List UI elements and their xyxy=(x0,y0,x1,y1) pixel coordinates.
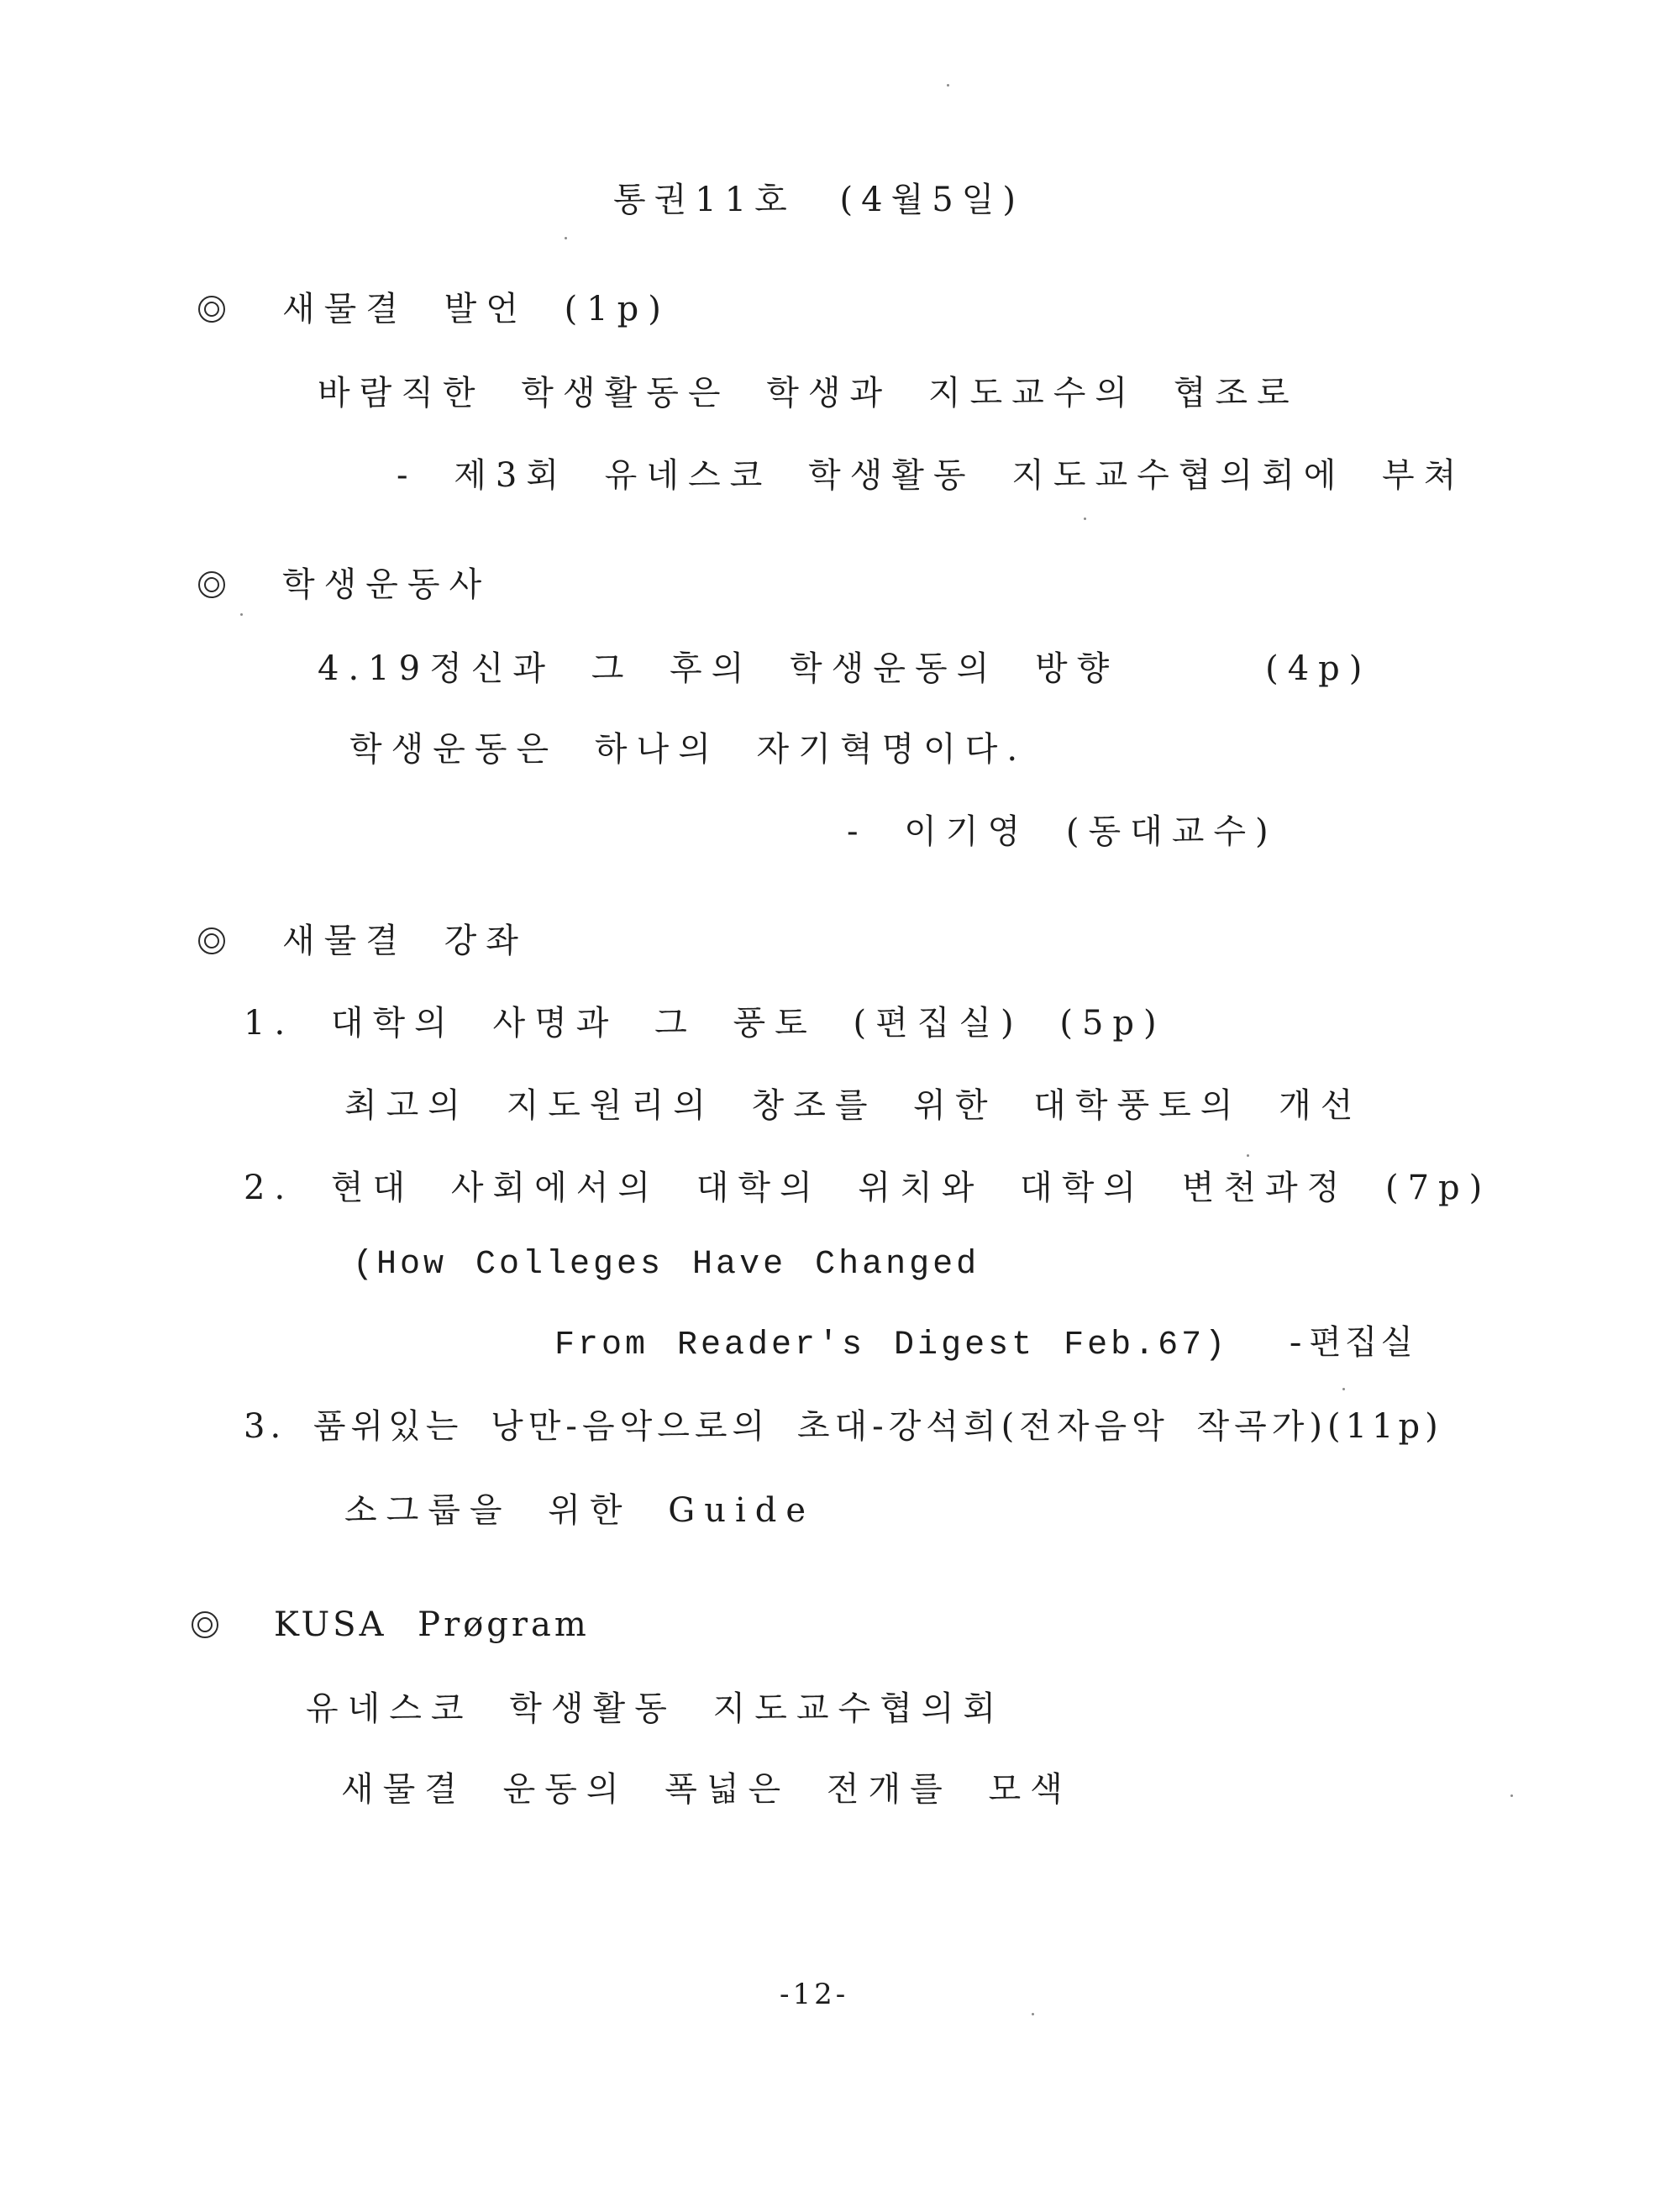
opinion-subtitle: - 제3회 유네스코 학생활동 지도교수협의회에 부쳐 xyxy=(397,456,1466,495)
section-heading-lecture xyxy=(198,919,528,963)
section-heading-opinion xyxy=(198,287,670,331)
lecture-item-2-source-cont: From Reader's Digest Feb.67) -편집실 xyxy=(554,1327,1417,1364)
lecture-item-1: 1. 대학의 사명과 그 풍토 (편집실) (5p) xyxy=(244,1004,1166,1043)
history-article-title: 4.19정신과 그 후의 학생운동의 방향 (4p) xyxy=(318,649,1372,688)
scan-speck xyxy=(240,613,243,616)
scan-speck xyxy=(1247,1154,1249,1157)
double-circle-bullet-icon xyxy=(198,571,225,598)
program-title: 유네스코 학생활동 지도교수협의회 xyxy=(306,1689,1006,1728)
lecture-item-2: 2. 현대 사회에서의 대학의 위치와 대학의 변천과정 (7p) xyxy=(244,1169,1492,1207)
lecture-item-2-source: (How Colleges Have Changed xyxy=(353,1246,980,1284)
scan-speck xyxy=(1510,1794,1513,1797)
lecture-item-3-desc: 소그룹을 위한 Guide xyxy=(344,1491,816,1530)
page-number: -12- xyxy=(780,1978,849,2011)
scan-speck xyxy=(1342,1388,1345,1390)
section-heading-text: KUSA Prøgram xyxy=(274,1605,590,1644)
scan-speck xyxy=(1032,2013,1034,2015)
section-heading-text: 학생운동사 xyxy=(282,565,491,604)
lecture-item-3: 3. 품위있는 낭만-음악으로의 초대-강석희(전자음악 작곡가)(11p) xyxy=(244,1407,1443,1446)
section-heading-program xyxy=(192,1603,590,1647)
history-article-author: - 이기영 (동대교수) xyxy=(847,812,1278,851)
scan-speck xyxy=(947,84,949,87)
issue-title: 통권11호 (4월5일) xyxy=(613,181,1024,219)
lecture-item-1-desc: 최고의 지도원리의 창조를 위한 대학풍토의 개선 xyxy=(344,1086,1363,1125)
program-subtitle: 새물결 운동의 폭넓은 전개를 모색 xyxy=(341,1770,1072,1809)
scan-speck xyxy=(565,237,567,239)
history-article-subtitle: 학생운동은 하나의 자기혁명이다. xyxy=(349,730,1027,769)
double-circle-bullet-icon xyxy=(198,296,225,323)
section-heading-text: 새물결 강좌 xyxy=(282,922,528,960)
section-heading-text: 새물결 발언 (1p) xyxy=(282,290,670,328)
double-circle-bullet-icon xyxy=(192,1611,218,1638)
double-circle-bullet-icon xyxy=(198,927,225,954)
scan-speck xyxy=(1084,518,1086,520)
section-heading-history xyxy=(198,563,491,607)
opinion-title: 바람직한 학생활동은 학생과 지도교수의 협조로 xyxy=(318,374,1299,412)
